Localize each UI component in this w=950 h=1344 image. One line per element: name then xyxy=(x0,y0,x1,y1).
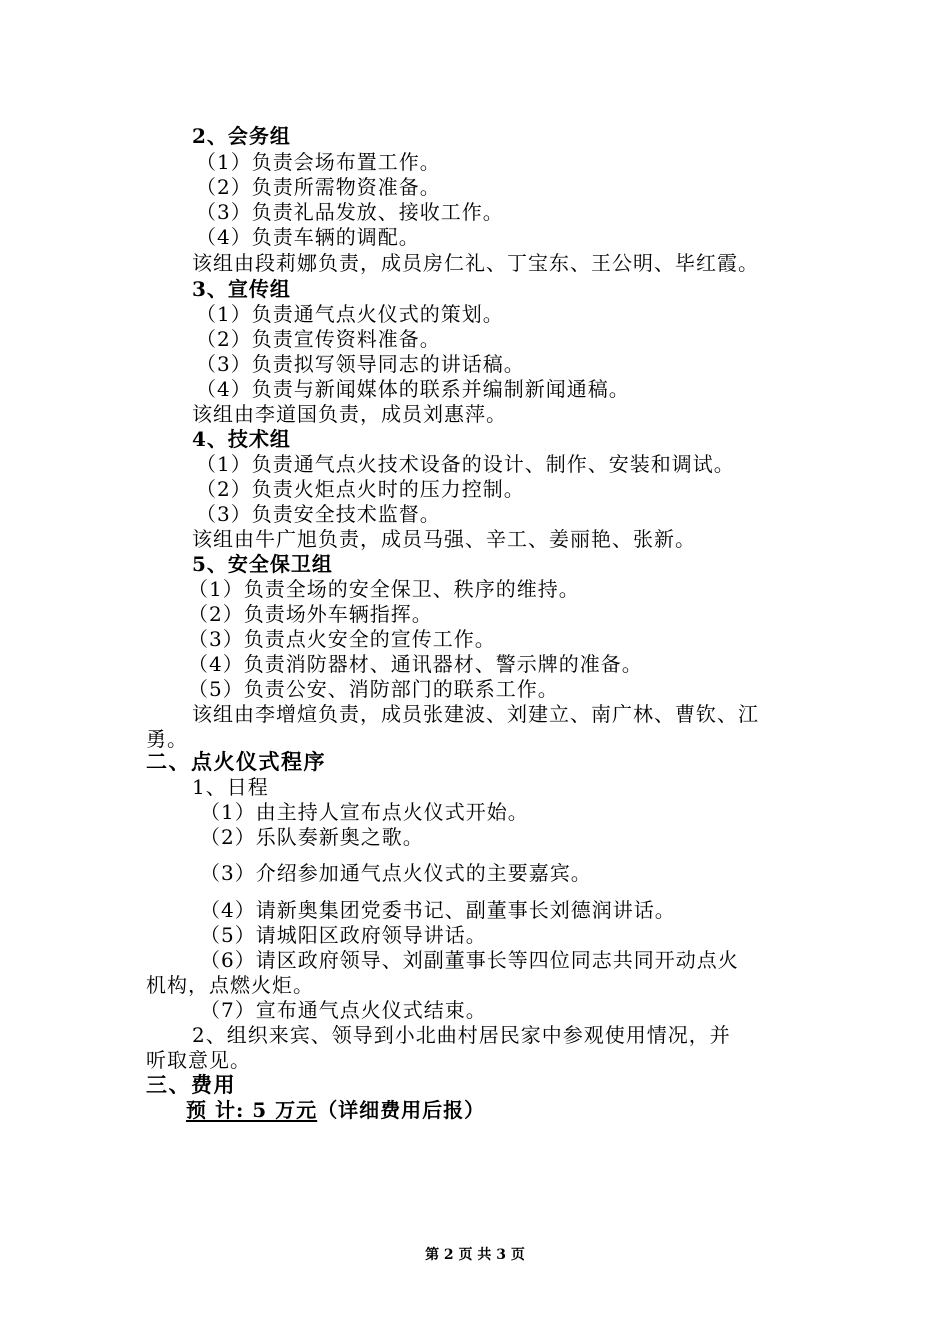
group5-item: （1）负责全场的安全保卫、秩序的维持。 xyxy=(188,577,580,601)
procedure-step: （7）宣布通气点火仪式结束。 xyxy=(200,998,487,1022)
group5-members-continued: 勇。 xyxy=(146,727,188,751)
group3-members: 该组由李道国负责，成员刘惠萍。 xyxy=(192,402,507,426)
group5-item: （4）负责消防器材、通讯器材、警示牌的准备。 xyxy=(188,652,643,676)
group3-item: （2）负责宣传资料准备。 xyxy=(196,327,441,351)
group2-item: （3）负责礼品发放、接收工作。 xyxy=(196,200,504,224)
procedure-step-continued: 机构，点燃火炬。 xyxy=(146,973,314,997)
group3-item: （4）负责与新闻媒体的联系并编制新闻通稿。 xyxy=(196,377,630,401)
group2-item: （2）负责所需物资准备。 xyxy=(196,175,441,199)
group3-heading: 3、宣传组 xyxy=(192,277,291,301)
group2-item: （1）负责会场布置工作。 xyxy=(196,150,441,174)
procedure-step: （6）请区政府领导、刘副董事长等四位同志共同开动点火 xyxy=(200,948,739,972)
group4-item: （2）负责火炬点火时的压力控制。 xyxy=(196,477,525,501)
schedule-title: 1、日程 xyxy=(192,775,269,799)
group4-item: （1）负责通气点火技术设备的设计、制作、安装和调试。 xyxy=(196,452,735,476)
procedure-heading: 二、点火仪式程序 xyxy=(146,749,326,774)
group4-members: 该组由牛广旭负责，成员马强、辛工、姜丽艳、张新。 xyxy=(192,527,696,551)
group5-item: （3）负责点火安全的宣传工作。 xyxy=(188,627,496,651)
group2-heading: 2、会务组 xyxy=(192,124,291,148)
procedure-step: （3）介绍参加通气点火仪式的主要嘉宾。 xyxy=(200,861,592,885)
group5-members: 该组由李增煊负责，成员张建波、刘建立、南广林、曹钦、江 xyxy=(192,702,759,726)
cost-estimate-note: （详细费用后报） xyxy=(317,1098,486,1122)
cost-estimate xyxy=(186,1098,485,1122)
group5-heading: 5、安全保卫组 xyxy=(192,552,333,576)
procedure-step: （1）由主持人宣布点火仪式开始。 xyxy=(200,800,529,824)
group3-item: （3）负责拟写领导同志的讲话稿。 xyxy=(196,352,525,376)
group4-item: （3）负责安全技术监督。 xyxy=(196,502,441,526)
group5-item: （5）负责公安、消防部门的联系工作。 xyxy=(188,677,559,701)
group2-item: （4）负责车辆的调配。 xyxy=(196,225,420,249)
cost-estimate-amount: 预 计: 5 万元 xyxy=(186,1098,318,1122)
page-footer: 第 2 页 共 3 页 xyxy=(425,1247,525,1263)
group5-item: （2）负责场外车辆指挥。 xyxy=(188,602,433,626)
visit-item: 2、组织来宾、领导到小北曲村居民家中参观使用情况，并 xyxy=(192,1023,731,1047)
visit-item-continued: 听取意见。 xyxy=(146,1048,251,1072)
group4-heading: 4、技术组 xyxy=(192,427,291,451)
procedure-step: （5）请城阳区政府领导讲话。 xyxy=(200,923,487,947)
group2-members: 该组由段莉娜负责，成员房仁礼、丁宝东、王公明、毕红霞。 xyxy=(192,251,759,275)
group3-item: （1）负责通气点火仪式的策划。 xyxy=(196,302,504,326)
procedure-step: （4）请新奥集团党委书记、副董事长刘德润讲话。 xyxy=(200,898,676,922)
procedure-step: （2）乐队奏新奥之歌。 xyxy=(200,825,424,849)
cost-heading: 三、费用 xyxy=(146,1072,236,1097)
